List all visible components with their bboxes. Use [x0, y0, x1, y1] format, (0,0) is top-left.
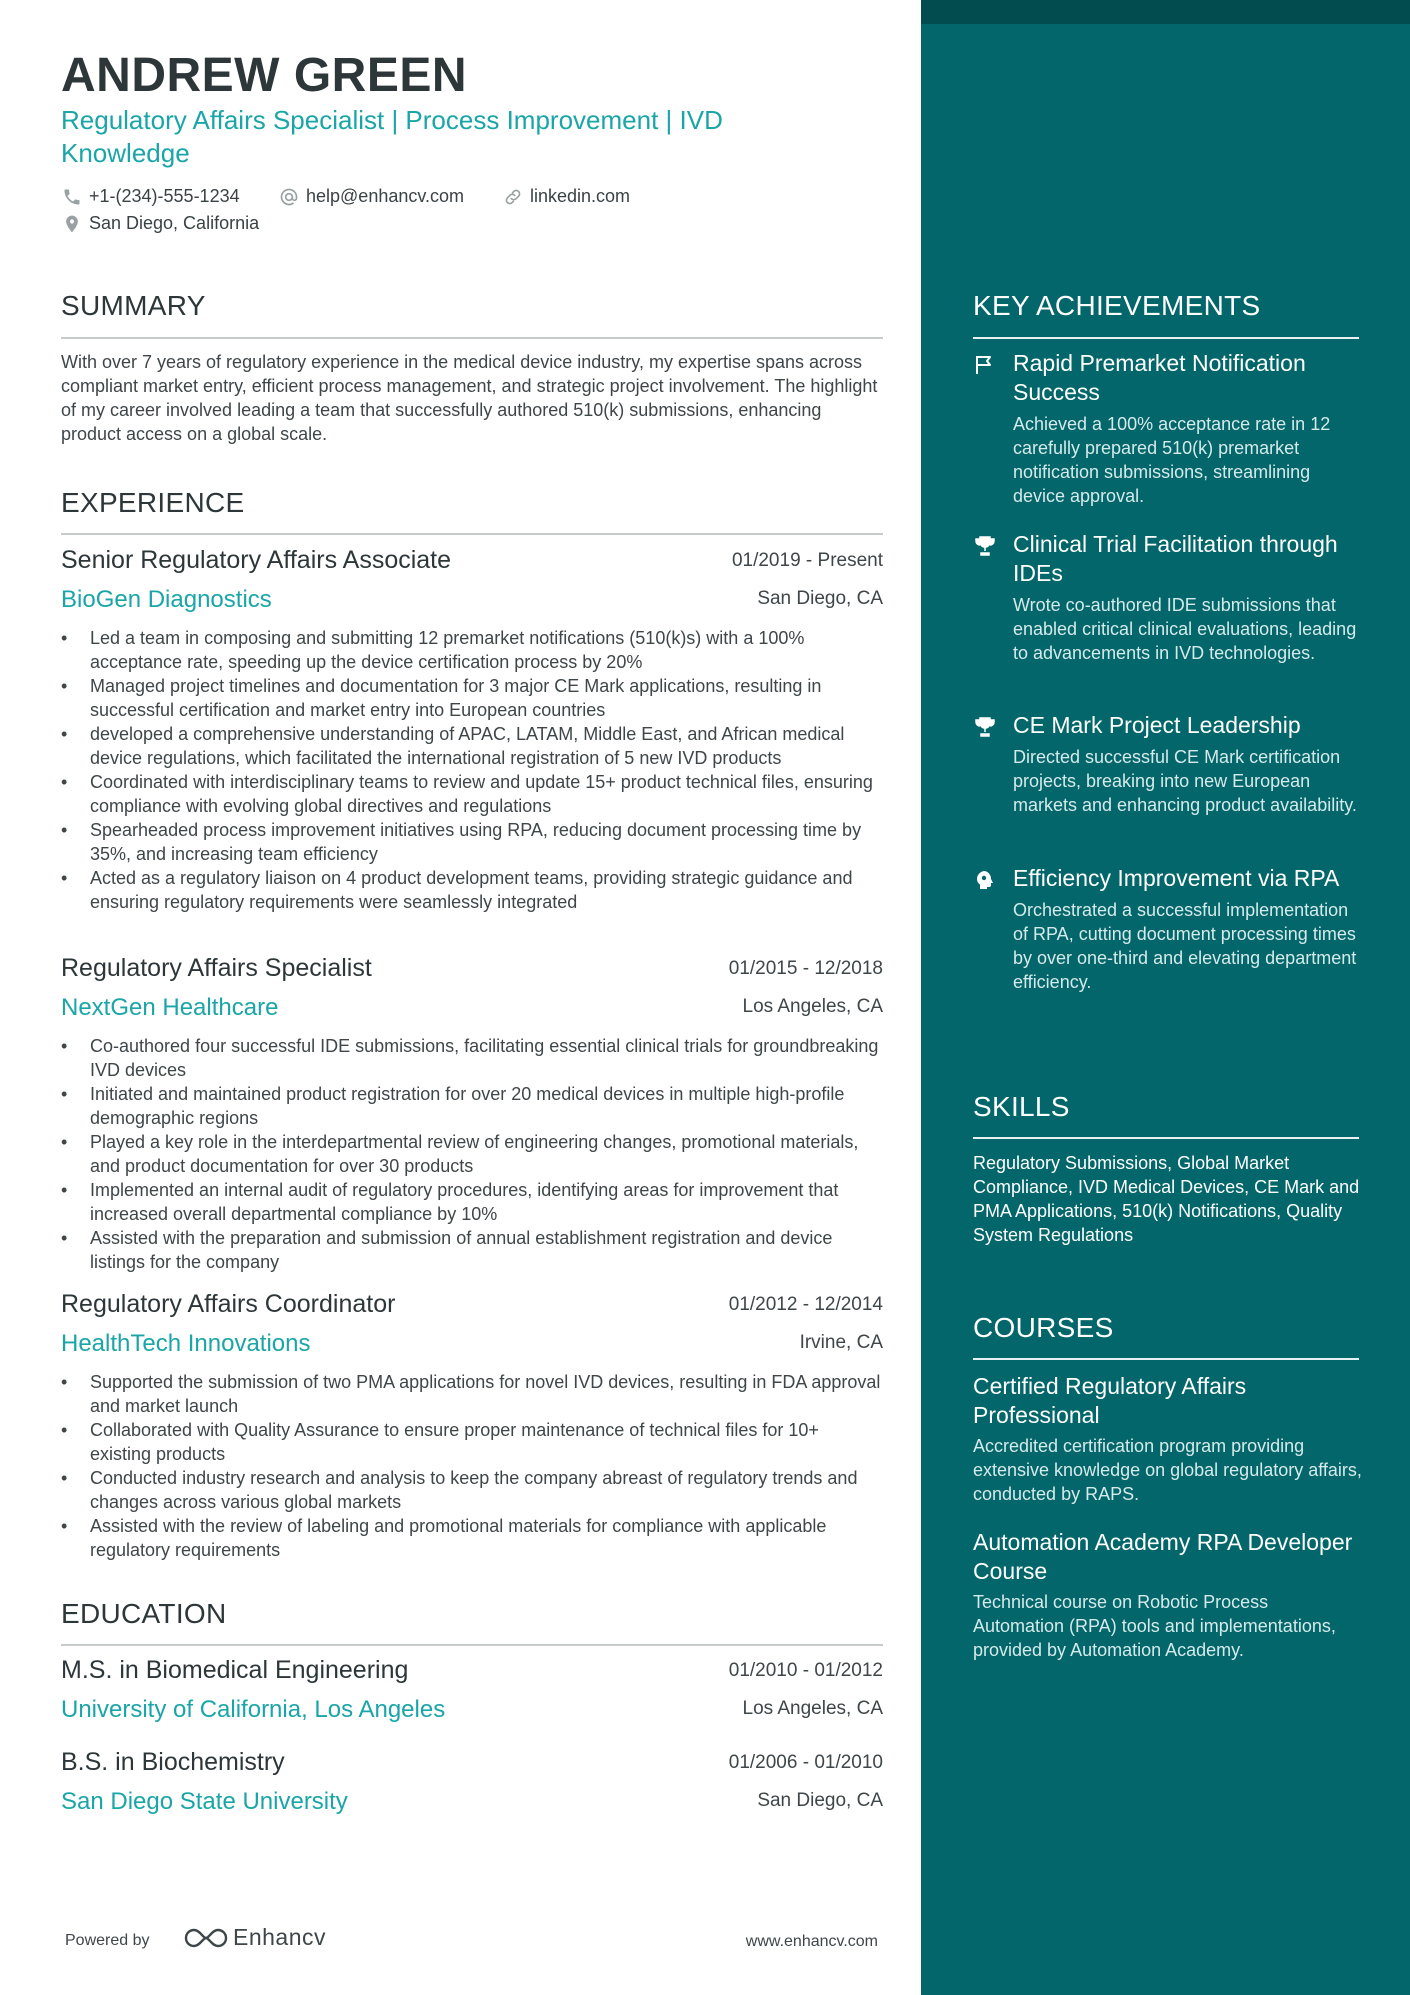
job-bullets: [61, 1370, 883, 1562]
achievement-item: [973, 530, 1363, 665]
job-dates: 01/2015 - 12/2018: [728, 958, 883, 979]
job-entry: [61, 954, 883, 1274]
summary-heading: SUMMARY: [61, 290, 206, 321]
powered-by-label: Powered by: [65, 1932, 150, 1949]
achievement-item: [973, 349, 1363, 508]
course-item: [973, 1528, 1363, 1662]
job-location: San Diego, CA: [757, 588, 883, 609]
experience-heading: EXPERIENCE: [61, 487, 245, 518]
achievement-title: Efficiency Improvement via RPA: [1013, 865, 1340, 891]
skills-divider: [973, 1137, 1359, 1139]
location-text: San Diego, California: [89, 213, 260, 233]
bullet-item: • Coordinated with interdisciplinary teams to review and update 15+ product technical files, ensuring compliance with evolving global directives and regulations: [61, 770, 883, 818]
course-desc: Accredited certification program providing extensive knowledge on global regulatory affairs, conducted by RAPS.: [973, 1436, 1362, 1504]
summary-divider: [61, 337, 883, 339]
education-dates: 01/2006 - 01/2010: [728, 1752, 883, 1773]
contact-phone[interactable]: [62, 186, 240, 207]
enhancv-logo[interactable]: [183, 1924, 326, 1951]
location-pin-icon: [62, 214, 82, 234]
achievement-desc: Directed successful CE Mark certification projects, breaking into new European markets and enhancing product availability.: [1013, 747, 1357, 815]
job-entry: [61, 1290, 883, 1562]
education-divider: [61, 1644, 883, 1646]
contact-email[interactable]: [279, 186, 464, 207]
education-heading: EDUCATION: [61, 1598, 227, 1629]
company-name: BioGen Diagnostics: [61, 586, 272, 613]
brain-icon: [973, 868, 997, 892]
skills-heading: SKILLS: [973, 1091, 1070, 1122]
education-entry: [61, 1748, 883, 1828]
job-title: Regulatory Affairs Coordinator: [61, 1290, 396, 1318]
job-bullets: [61, 626, 883, 914]
contact-linkedin[interactable]: [503, 186, 630, 207]
skills-text: Regulatory Submissions, Global Market Compliance, IVD Medical Devices, CE Mark and PMA Applications, 510(k) Notifications, Quality System Regulations: [973, 1153, 1360, 1245]
bullet-item: • Co-authored four successful IDE submissions, facilitating essential clinical trials for groundbreaking IVD devices: [61, 1034, 883, 1082]
trophy-icon: [973, 715, 997, 739]
course-title: Certified Regulatory Affairs Professional: [973, 1373, 1247, 1428]
achievement-title: Rapid Premarket Notification Success: [1013, 350, 1306, 405]
phone-text: +1-(234)-555-1234: [89, 186, 240, 206]
trophy-icon: [973, 534, 997, 558]
bullet-item: • Assisted with the preparation and submission of annual establishment registration and device listings for the company: [61, 1226, 883, 1274]
job-title: Regulatory Affairs Specialist: [61, 954, 372, 982]
bullet-item: • Implemented an internal audit of regulatory procedures, identifying areas for improvement that increased overall departmental compliance by 10%: [61, 1178, 883, 1226]
at-icon: [279, 187, 299, 207]
achievement-item: [973, 711, 1363, 817]
job-entry: [61, 546, 883, 914]
course-title: Automation Academy RPA Developer Course: [973, 1529, 1353, 1584]
achievement-title: Clinical Trial Facilitation through IDEs: [1013, 531, 1338, 586]
education-dates: 01/2010 - 01/2012: [728, 1660, 883, 1681]
brand-name: Enhancv: [233, 1924, 327, 1950]
bullet-item: • Acted as a regulatory liaison on 4 product development teams, providing strategic guidance and ensuring regulatory requirements were seamlessly integrated: [61, 866, 883, 914]
candidate-name: ANDREW GREEN: [61, 49, 468, 102]
bullet-item: • Assisted with the review of labeling and promotional materials for compliance with applicable regulatory requirements: [61, 1514, 883, 1562]
summary-text: With over 7 years of regulatory experience in the medical device industry, my expertise spans across compliant market entry, efficient process management, and strategic project involvement. The highlight of my career involved leading a team that successfully authored 510(k) submissions, enhancing product access on a global scale.: [61, 352, 878, 444]
job-dates: 01/2012 - 12/2014: [728, 1294, 883, 1315]
linkedin-text: linkedin.com: [530, 186, 631, 206]
bullet-item: • Collaborated with Quality Assurance to ensure proper maintenance of technical files for 10+ existing products: [61, 1418, 883, 1466]
course-item: [973, 1372, 1363, 1506]
bullet-item: • developed a comprehensive understanding of APAC, LATAM, Middle East, and African medical device regulations, which facilitated the international registration of 5 new IVD products: [61, 722, 883, 770]
school-name: San Diego State University: [61, 1788, 348, 1815]
degree: B.S. in Biochemistry: [61, 1748, 285, 1776]
education-location: Los Angeles, CA: [742, 1698, 883, 1719]
job-dates: 01/2019 - Present: [731, 550, 883, 571]
bullet-item: • Led a team in composing and submitting 12 premarket notifications (510(k)s) with a 100% acceptance rate, speeding up the device certification process by 20%: [61, 626, 883, 674]
bullet-item: • Spearheaded process improvement initiatives using RPA, reducing document processing time by 35%, and increasing team efficiency: [61, 818, 883, 866]
bullet-item: • Managed project timelines and documentation for 3 major CE Mark applications, resulting in successful certification and market entry into European countries: [61, 674, 883, 722]
job-location: Irvine, CA: [799, 1332, 883, 1353]
courses-divider: [973, 1358, 1359, 1360]
achievement-item: [973, 864, 1363, 994]
enhancv-logo-icon: [183, 1925, 229, 1951]
flag-icon: [973, 353, 997, 377]
experience-divider: [61, 533, 883, 535]
achievements-divider: [973, 337, 1359, 339]
achievement-desc: Achieved a 100% acceptance rate in 12 carefully prepared 510(k) premarket notification submissions, streamlining device approval.: [1013, 414, 1331, 506]
school-name: University of California, Los Angeles: [61, 1696, 446, 1723]
sidebar: [921, 0, 1410, 1995]
bullet-item: • Supported the submission of two PMA applications for novel IVD devices, resulting in FDA approval and market launch: [61, 1370, 883, 1418]
achievement-title: CE Mark Project Leadership: [1013, 712, 1301, 738]
bullet-item: • Conducted industry research and analysis to keep the company abreast of regulatory trends and changes across various global markets: [61, 1466, 883, 1514]
bullet-item: • Played a key role in the interdepartmental review of engineering changes, promotional materials, and product documentation for over 30 products: [61, 1130, 883, 1178]
email-text: help@enhancv.com: [306, 186, 465, 206]
education-entry: [61, 1656, 883, 1736]
job-location: Los Angeles, CA: [742, 996, 883, 1017]
bullet-item: • Initiated and maintained product registration for over 20 medical devices in multiple high-profile demographic regions: [61, 1082, 883, 1130]
course-desc: Technical course on Robotic Process Automation (RPA) tools and implementations, provided by Automation Academy.: [973, 1592, 1336, 1660]
contact-location: [62, 213, 259, 234]
degree: M.S. in Biomedical Engineering: [61, 1656, 409, 1684]
achievement-desc: Wrote co-authored IDE submissions that enabled critical clinical evaluations, leading to advancements in IVD technologies.: [1013, 595, 1357, 663]
courses-heading: COURSES: [973, 1312, 1114, 1343]
company-name: HealthTech Innovations: [61, 1330, 311, 1357]
phone-icon: [62, 187, 82, 207]
job-title: Senior Regulatory Affairs Associate: [61, 546, 452, 574]
company-name: NextGen Healthcare: [61, 994, 279, 1021]
achievement-desc: Orchestrated a successful implementation of RPA, cutting document processing times by over one-third and elevating department efficiency.: [1013, 900, 1357, 992]
achievements-heading: KEY ACHIEVEMENTS: [973, 290, 1261, 321]
education-location: San Diego, CA: [757, 1790, 883, 1811]
link-icon: [503, 187, 523, 207]
headline: Regulatory Affairs Specialist | Process Improvement | IVD Knowledge: [61, 105, 723, 168]
footer-url[interactable]: www.enhancv.com: [745, 1933, 878, 1950]
sidebar-top-band: [921, 0, 1410, 24]
job-bullets: [61, 1034, 883, 1274]
